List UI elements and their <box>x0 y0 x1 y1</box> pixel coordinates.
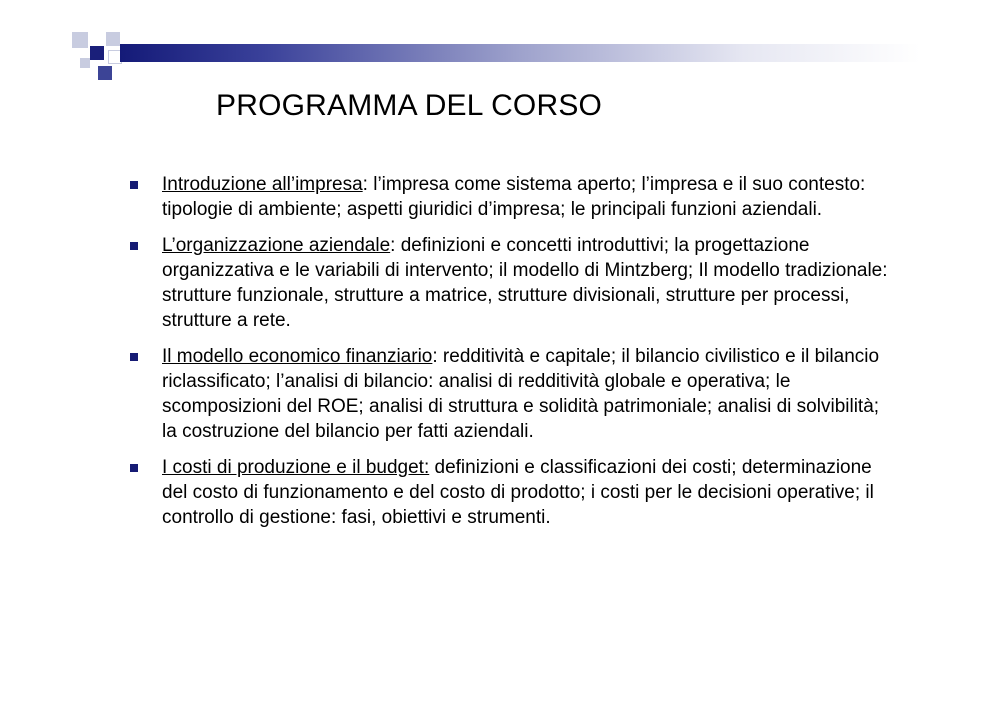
square-bullet-icon <box>130 353 138 361</box>
bullet-term: L’organizzazione aziendale <box>162 235 391 256</box>
bullet-item-introduzione <box>130 172 890 222</box>
bullet-text: definizioni e classificazioni dei costi; determinazione del costo di funzionamento e del costo di prodotto; i costi per le decisioni operative; il controllo di gestione: fasi, obiettivi e strumenti. <box>162 457 874 528</box>
bullet-term: Introduzione all’impresa <box>162 174 363 195</box>
bullet-term: I costi di produzione e il budget: <box>162 457 430 478</box>
decorative-square <box>98 66 112 80</box>
decorative-square <box>80 58 90 68</box>
bullet-item-costi <box>130 455 890 530</box>
header-gradient-bar <box>120 44 920 62</box>
bullet-text: : l’impresa come sistema aperto; l’impresa e il suo contesto: tipologie di ambiente; aspetti giuridici d’impresa; le principali funzioni aziendali. <box>162 174 866 220</box>
square-bullet-icon <box>130 242 138 250</box>
bullet-term: Il modello economico finanziario <box>162 346 433 367</box>
slide-title: PROGRAMMA DEL CORSO <box>216 89 603 122</box>
decorative-square <box>90 46 104 60</box>
bullet-list <box>130 172 890 541</box>
bullet-text: : redditività e capitale; il bilancio civilistico e il bilancio riclassificato; l’analisi di bilancio: analisi di redditività globale e operativa; le scomposizioni del ROE; analisi di struttura e solidità patrimoniale; analisi di solvibilità; la costruzione del bilancio per fatti aziendali. <box>162 346 880 442</box>
square-bullet-icon <box>130 181 138 189</box>
square-bullet-icon <box>130 464 138 472</box>
bullet-text: : definizioni e concetti introduttivi; la progettazione organizzativa e le variabili di intervento; il modello di Mintzberg; Il modello tradizionale: strutture funzionale, strutture a matrice, strutture divisionali, strutture per processi, strutture a rete. <box>162 235 888 331</box>
decorative-square <box>106 32 120 46</box>
decorative-square <box>72 32 88 48</box>
bullet-item-organizzazione <box>130 233 890 333</box>
bullet-item-modello-economico <box>130 344 890 444</box>
